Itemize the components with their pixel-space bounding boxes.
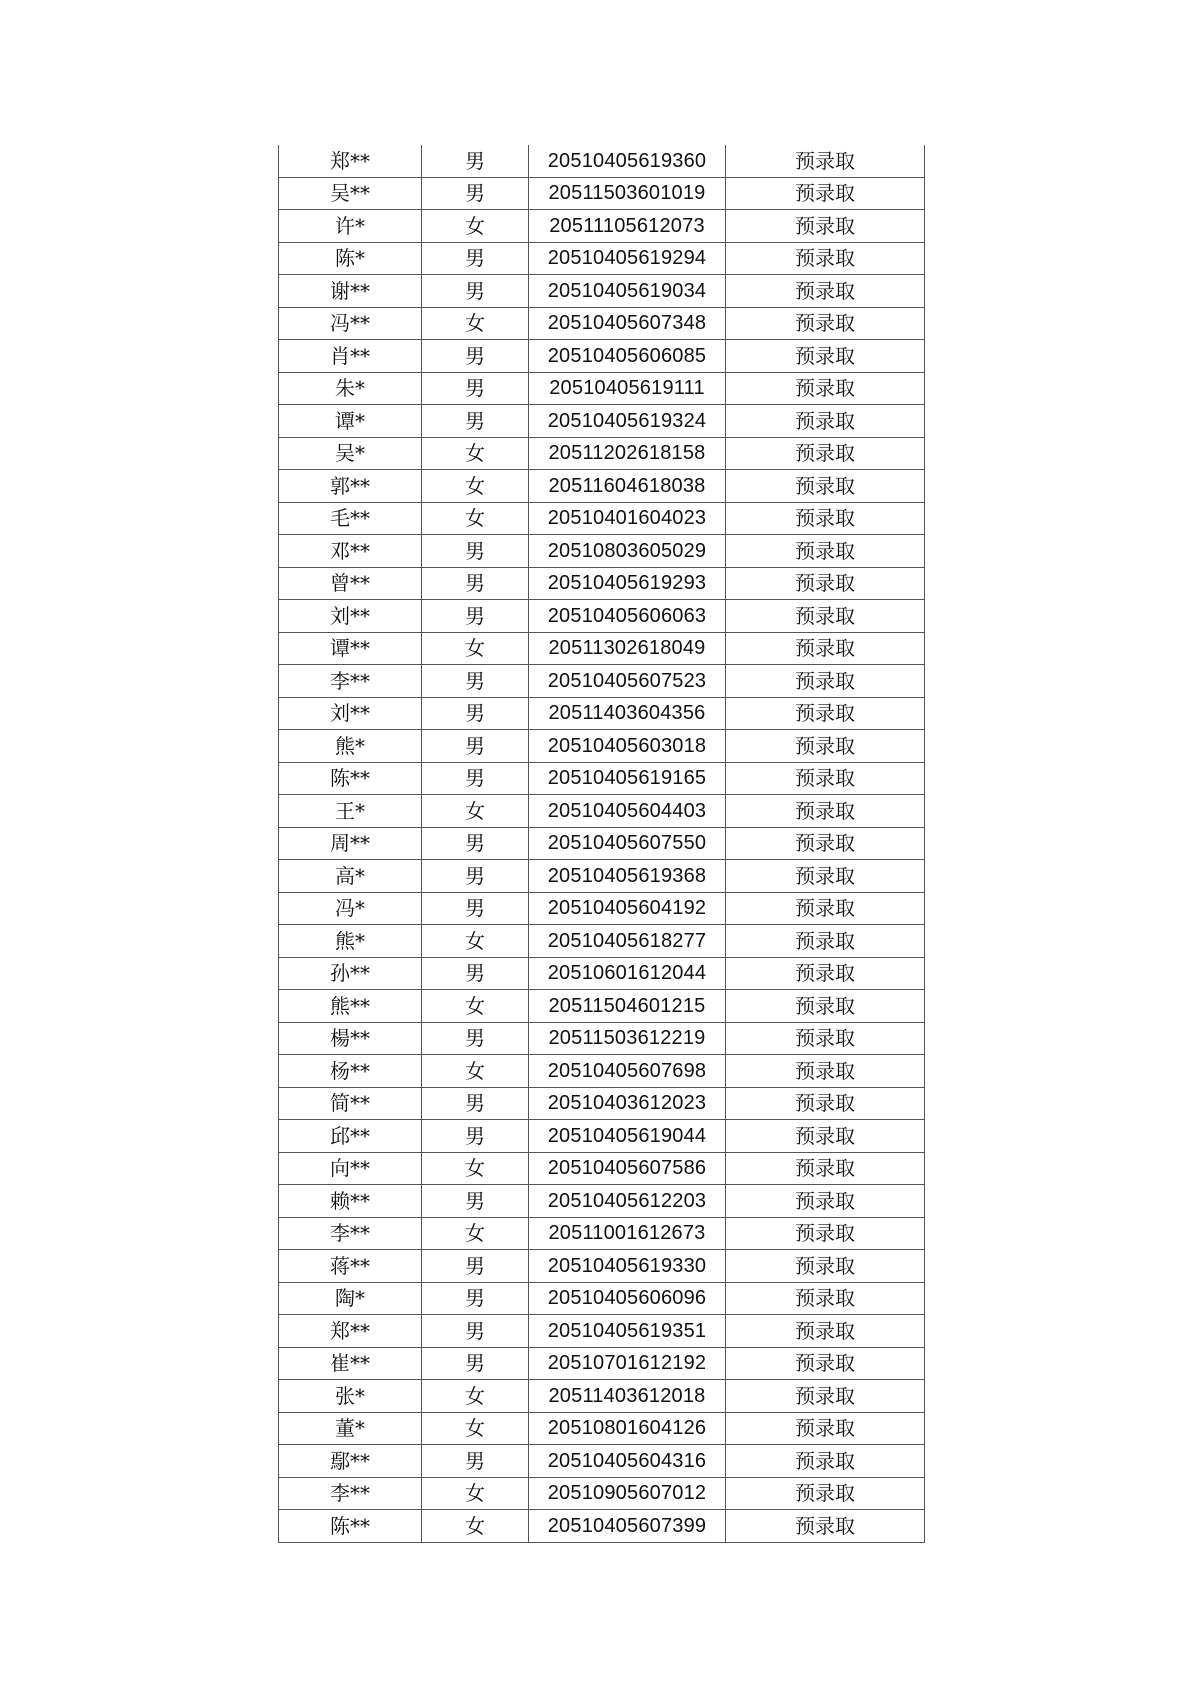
status-cell: 预录取 (726, 762, 925, 795)
status-cell: 预录取 (726, 307, 925, 340)
name-cell: 陈** (279, 762, 422, 795)
name-cell: 楊** (279, 1022, 422, 1055)
status-cell: 预录取 (726, 567, 925, 600)
table-row (279, 1022, 925, 1055)
candidate-id-cell: 20510405607586 (529, 1152, 726, 1185)
table-row (279, 925, 925, 958)
table-row (279, 600, 925, 633)
status-cell: 预录取 (726, 1412, 925, 1445)
candidate-id-cell: 20510405606085 (529, 340, 726, 373)
gender-cell: 女 (422, 1055, 529, 1088)
table-row (279, 177, 925, 210)
table-row (279, 1445, 925, 1478)
status-cell: 预录取 (726, 1510, 925, 1543)
candidate-id-cell: 20510405619165 (529, 762, 726, 795)
candidate-id-cell: 20510401604023 (529, 502, 726, 535)
candidate-id-cell: 20510405612203 (529, 1185, 726, 1218)
candidate-id-cell: 20511503612219 (529, 1022, 726, 1055)
name-cell: 董* (279, 1412, 422, 1445)
name-cell: 刘** (279, 697, 422, 730)
status-cell: 预录取 (726, 372, 925, 405)
candidate-id-cell: 20510405607348 (529, 307, 726, 340)
name-cell: 曾** (279, 567, 422, 600)
table-row (279, 340, 925, 373)
candidate-id-cell: 20510405604192 (529, 892, 726, 925)
gender-cell: 男 (422, 1087, 529, 1120)
gender-cell: 女 (422, 307, 529, 340)
gender-cell: 女 (422, 1152, 529, 1185)
name-cell: 邓** (279, 535, 422, 568)
name-cell: 陈** (279, 1510, 422, 1543)
table-row (279, 145, 925, 177)
gender-cell: 男 (422, 1250, 529, 1283)
name-cell: 许* (279, 210, 422, 243)
status-cell: 预录取 (726, 1022, 925, 1055)
candidate-id-cell: 20510403612023 (529, 1087, 726, 1120)
gender-cell: 男 (422, 177, 529, 210)
table-row (279, 795, 925, 828)
gender-cell: 男 (422, 827, 529, 860)
name-cell: 杨** (279, 1055, 422, 1088)
candidate-id-cell: 20511604618038 (529, 470, 726, 503)
table-row (279, 762, 925, 795)
table-row (279, 502, 925, 535)
table-row (279, 1347, 925, 1380)
name-cell: 郑** (279, 145, 422, 177)
status-cell: 预录取 (726, 827, 925, 860)
name-cell: 李** (279, 1477, 422, 1510)
table-row (279, 1185, 925, 1218)
table-row (279, 1380, 925, 1413)
name-cell: 赖** (279, 1185, 422, 1218)
status-cell: 预录取 (726, 957, 925, 990)
name-cell: 王* (279, 795, 422, 828)
name-cell: 冯** (279, 307, 422, 340)
status-cell: 预录取 (726, 1380, 925, 1413)
table-row (279, 470, 925, 503)
status-cell: 预录取 (726, 1477, 925, 1510)
gender-cell: 男 (422, 730, 529, 763)
table-row (279, 1412, 925, 1445)
candidate-id-cell: 20511001612673 (529, 1217, 726, 1250)
candidate-id-cell: 20510405607399 (529, 1510, 726, 1543)
status-cell: 预录取 (726, 925, 925, 958)
gender-cell: 男 (422, 1445, 529, 1478)
gender-cell: 男 (422, 762, 529, 795)
table-row (279, 1217, 925, 1250)
gender-cell: 女 (422, 1380, 529, 1413)
candidate-id-cell: 20510405619368 (529, 860, 726, 893)
candidate-id-cell: 20510405618277 (529, 925, 726, 958)
candidate-id-cell: 20510405619111 (529, 372, 726, 405)
table-row (279, 1152, 925, 1185)
status-cell: 预录取 (726, 210, 925, 243)
gender-cell: 女 (422, 632, 529, 665)
gender-cell: 男 (422, 1185, 529, 1218)
gender-cell: 男 (422, 145, 529, 177)
candidate-id-cell: 20511403612018 (529, 1380, 726, 1413)
name-cell: 毛** (279, 502, 422, 535)
gender-cell: 女 (422, 1510, 529, 1543)
status-cell: 预录取 (726, 437, 925, 470)
name-cell: 刘** (279, 600, 422, 633)
name-cell: 李** (279, 665, 422, 698)
status-cell: 预录取 (726, 1347, 925, 1380)
gender-cell: 男 (422, 567, 529, 600)
status-cell: 预录取 (726, 275, 925, 308)
table-row (279, 730, 925, 763)
name-cell: 邱** (279, 1120, 422, 1153)
candidate-id-cell: 20511202618158 (529, 437, 726, 470)
candidate-id-cell: 20511503601019 (529, 177, 726, 210)
candidate-id-cell: 20510405619293 (529, 567, 726, 600)
gender-cell: 女 (422, 1217, 529, 1250)
status-cell: 预录取 (726, 405, 925, 438)
gender-cell: 男 (422, 957, 529, 990)
name-cell: 李** (279, 1217, 422, 1250)
candidate-id-cell: 20510405603018 (529, 730, 726, 763)
name-cell: 肖** (279, 340, 422, 373)
name-cell: 熊** (279, 990, 422, 1023)
table-row (279, 1250, 925, 1283)
name-cell: 陈* (279, 242, 422, 275)
status-cell: 预录取 (726, 1445, 925, 1478)
table-row (279, 665, 925, 698)
status-cell: 预录取 (726, 502, 925, 535)
status-cell: 预录取 (726, 632, 925, 665)
table-row (279, 1120, 925, 1153)
table-row (279, 372, 925, 405)
gender-cell: 男 (422, 1120, 529, 1153)
status-cell: 预录取 (726, 1152, 925, 1185)
status-cell: 预录取 (726, 242, 925, 275)
gender-cell: 女 (422, 1477, 529, 1510)
candidate-id-cell: 20510405607550 (529, 827, 726, 860)
candidate-id-cell: 20510405604403 (529, 795, 726, 828)
status-cell: 预录取 (726, 1185, 925, 1218)
gender-cell: 女 (422, 437, 529, 470)
candidate-id-cell: 20510405619044 (529, 1120, 726, 1153)
admission-table-body (279, 145, 925, 1542)
gender-cell: 女 (422, 990, 529, 1023)
gender-cell: 女 (422, 1412, 529, 1445)
gender-cell: 女 (422, 210, 529, 243)
candidate-id-cell: 20511403604356 (529, 697, 726, 730)
gender-cell: 女 (422, 470, 529, 503)
candidate-id-cell: 20511105612073 (529, 210, 726, 243)
candidate-id-cell: 20510405607698 (529, 1055, 726, 1088)
gender-cell: 女 (422, 795, 529, 828)
status-cell: 预录取 (726, 1120, 925, 1153)
gender-cell: 男 (422, 665, 529, 698)
gender-cell: 男 (422, 1315, 529, 1348)
candidate-id-cell: 20510405606063 (529, 600, 726, 633)
table-row (279, 990, 925, 1023)
gender-cell: 男 (422, 405, 529, 438)
status-cell: 预录取 (726, 1055, 925, 1088)
name-cell: 吴* (279, 437, 422, 470)
candidate-id-cell: 20510405604316 (529, 1445, 726, 1478)
status-cell: 预录取 (726, 1282, 925, 1315)
status-cell: 预录取 (726, 145, 925, 177)
candidate-id-cell: 20510405619351 (529, 1315, 726, 1348)
name-cell: 孙** (279, 957, 422, 990)
status-cell: 预录取 (726, 892, 925, 925)
candidate-id-cell: 20510905607012 (529, 1477, 726, 1510)
gender-cell: 男 (422, 340, 529, 373)
gender-cell: 男 (422, 1282, 529, 1315)
candidate-id-cell: 20510601612044 (529, 957, 726, 990)
name-cell: 崔** (279, 1347, 422, 1380)
candidate-id-cell: 20510801604126 (529, 1412, 726, 1445)
table-row (279, 405, 925, 438)
candidate-id-cell: 20510405619330 (529, 1250, 726, 1283)
admission-table (278, 145, 925, 1543)
name-cell: 郭** (279, 470, 422, 503)
candidate-id-cell: 20510405607523 (529, 665, 726, 698)
name-cell: 熊* (279, 730, 422, 763)
table-row (279, 567, 925, 600)
table-row (279, 1087, 925, 1120)
name-cell: 吴** (279, 177, 422, 210)
status-cell: 预录取 (726, 1087, 925, 1120)
table-row (279, 242, 925, 275)
name-cell: 谭* (279, 405, 422, 438)
table-row (279, 892, 925, 925)
status-cell: 预录取 (726, 177, 925, 210)
status-cell: 预录取 (726, 697, 925, 730)
gender-cell: 男 (422, 535, 529, 568)
table-row (279, 860, 925, 893)
table-row (279, 275, 925, 308)
name-cell: 简** (279, 1087, 422, 1120)
name-cell: 陶* (279, 1282, 422, 1315)
status-cell: 预录取 (726, 1315, 925, 1348)
candidate-id-cell: 20510405619324 (529, 405, 726, 438)
status-cell: 预录取 (726, 795, 925, 828)
candidate-id-cell: 20510803605029 (529, 535, 726, 568)
table-row (279, 1315, 925, 1348)
name-cell: 谢** (279, 275, 422, 308)
gender-cell: 男 (422, 372, 529, 405)
candidate-id-cell: 20510701612192 (529, 1347, 726, 1380)
name-cell: 谭** (279, 632, 422, 665)
table-row (279, 1282, 925, 1315)
gender-cell: 男 (422, 1347, 529, 1380)
status-cell: 预录取 (726, 600, 925, 633)
table-row (279, 632, 925, 665)
table-row (279, 697, 925, 730)
candidate-id-cell: 20510405619294 (529, 242, 726, 275)
name-cell: 朱* (279, 372, 422, 405)
table-row (279, 957, 925, 990)
name-cell: 高* (279, 860, 422, 893)
name-cell: 郑** (279, 1315, 422, 1348)
table-row (279, 1477, 925, 1510)
status-cell: 预录取 (726, 860, 925, 893)
name-cell: 向** (279, 1152, 422, 1185)
name-cell: 张* (279, 1380, 422, 1413)
candidate-id-cell: 20510405619360 (529, 145, 726, 177)
table-row (279, 210, 925, 243)
table-row (279, 1055, 925, 1088)
table-row (279, 1510, 925, 1543)
name-cell: 冯* (279, 892, 422, 925)
gender-cell: 男 (422, 697, 529, 730)
name-cell: 周** (279, 827, 422, 860)
name-cell: 蒋** (279, 1250, 422, 1283)
status-cell: 预录取 (726, 1250, 925, 1283)
name-cell: 鄢** (279, 1445, 422, 1478)
table-row (279, 307, 925, 340)
gender-cell: 男 (422, 600, 529, 633)
status-cell: 预录取 (726, 665, 925, 698)
candidate-id-cell: 20510405606096 (529, 1282, 726, 1315)
table-row (279, 437, 925, 470)
gender-cell: 男 (422, 860, 529, 893)
status-cell: 预录取 (726, 730, 925, 763)
candidate-id-cell: 20511504601215 (529, 990, 726, 1023)
status-cell: 预录取 (726, 1217, 925, 1250)
gender-cell: 男 (422, 242, 529, 275)
status-cell: 预录取 (726, 470, 925, 503)
gender-cell: 男 (422, 1022, 529, 1055)
table-row (279, 535, 925, 568)
status-cell: 预录取 (726, 990, 925, 1023)
candidate-id-cell: 20511302618049 (529, 632, 726, 665)
gender-cell: 男 (422, 892, 529, 925)
gender-cell: 女 (422, 502, 529, 535)
gender-cell: 男 (422, 275, 529, 308)
table-row (279, 827, 925, 860)
status-cell: 预录取 (726, 535, 925, 568)
status-cell: 预录取 (726, 340, 925, 373)
name-cell: 熊* (279, 925, 422, 958)
candidate-id-cell: 20510405619034 (529, 275, 726, 308)
gender-cell: 女 (422, 925, 529, 958)
